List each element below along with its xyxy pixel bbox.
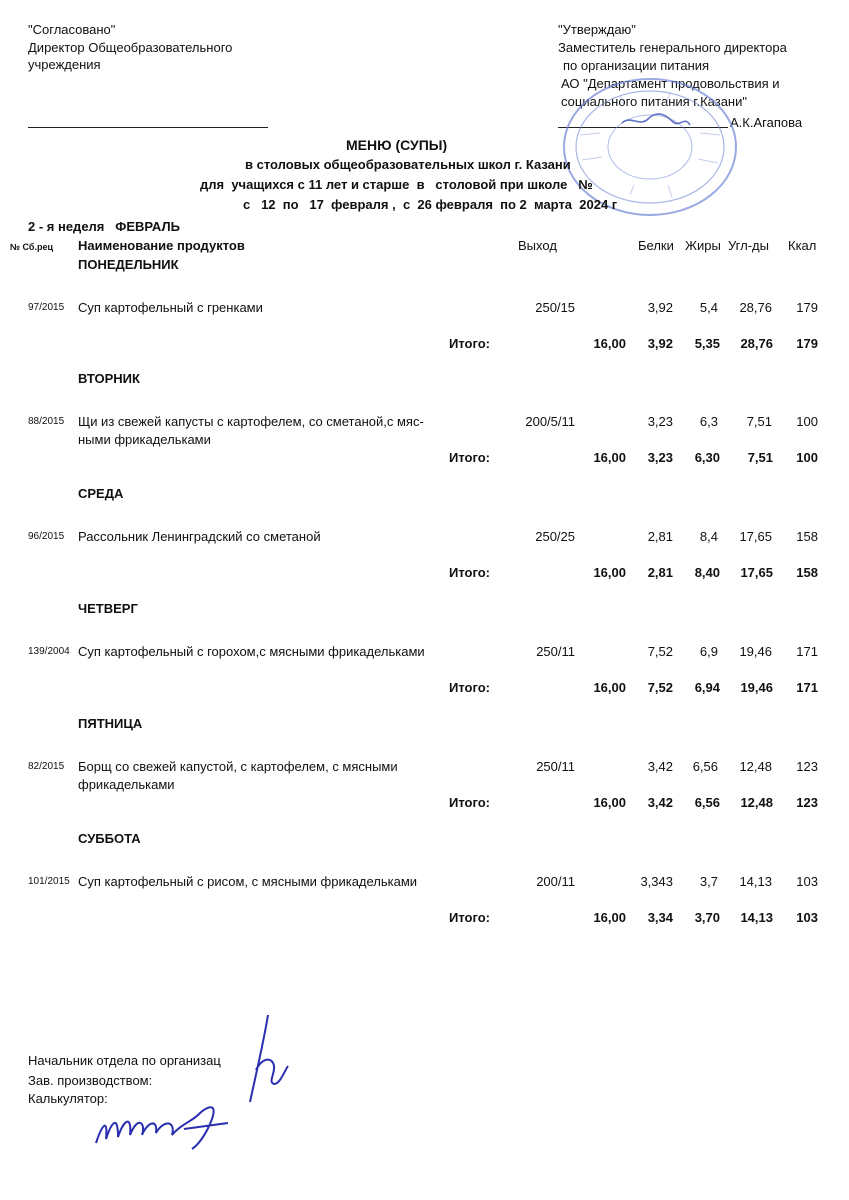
- col-fat: Жиры: [685, 238, 721, 253]
- total-carbs: 12,48: [740, 795, 773, 810]
- total-label: Итого:: [449, 680, 490, 695]
- dish-output: 250/11: [536, 759, 575, 774]
- recipe-code: 97/2015: [28, 302, 65, 313]
- day-heading: ПОНЕДЕЛЬНИК: [78, 257, 179, 272]
- dish-carbs: 12,48: [739, 759, 772, 774]
- dish-kcal: 171: [796, 644, 818, 659]
- dish-fat: 6,56: [692, 759, 718, 774]
- total-label: Итого:: [449, 910, 490, 925]
- dish-name: Борщ со свежей капустой, с картофелем, с мясными: [78, 759, 398, 774]
- dish-kcal: 103: [796, 874, 818, 889]
- approve-signer: А.К.Агапова: [730, 115, 803, 130]
- dish-kcal: 100: [796, 414, 818, 429]
- title-dates: с 12 по 17 февраля , с 26 февраля по 2 марта 2024 г: [243, 197, 618, 212]
- day-heading: СУББОТА: [78, 831, 141, 846]
- total-price: 16,00: [593, 795, 626, 810]
- dish-name: Рассольник Ленинградский со сметаной: [78, 529, 321, 544]
- recipe-code: 101/2015: [28, 876, 70, 887]
- day-heading: ЧЕТВЕРГ: [78, 601, 138, 616]
- footer-line3: Калькулятор:: [28, 1091, 108, 1106]
- dish-output: 250/15: [535, 300, 575, 315]
- total-price: 16,00: [593, 680, 626, 695]
- signature-chief: [228, 1010, 298, 1110]
- dish-output: 250/11: [536, 644, 575, 659]
- dish-protein: 2,81: [647, 529, 673, 544]
- approve-line1: Заместитель генерального директора: [558, 40, 787, 55]
- signature-calculator: [88, 1095, 238, 1155]
- total-fat: 6,94: [694, 680, 720, 695]
- dish-name: Суп картофельный с рисом, с мясными фрикадельками: [78, 874, 418, 889]
- col-output: Выход: [518, 238, 557, 253]
- approve-label: "Утверждаю": [558, 22, 636, 37]
- agreed-signature-line: [28, 127, 268, 128]
- total-fat: 6,30: [694, 450, 720, 465]
- agreed-line2: учреждения: [28, 57, 101, 72]
- dish-fat: 6,9: [699, 644, 718, 659]
- total-kcal: 158: [796, 565, 818, 580]
- col-kcal: Ккал: [788, 238, 817, 253]
- dish-fat: 3,7: [699, 874, 718, 889]
- total-protein: 3,34: [647, 910, 673, 925]
- total-protein: 3,23: [647, 450, 673, 465]
- dish-output: 200/5/11: [525, 414, 575, 429]
- total-label: Итого:: [449, 450, 490, 465]
- total-carbs: 14,13: [740, 910, 773, 925]
- dish-name: Суп картофельный с гренками: [78, 300, 263, 315]
- total-fat: 5,35: [694, 336, 720, 351]
- day-heading: СРЕДА: [78, 486, 124, 501]
- dish-kcal: 179: [796, 300, 818, 315]
- col-carbs: Угл-ды: [728, 238, 769, 253]
- day-heading: ПЯТНИЦА: [78, 716, 143, 731]
- dish-output: 250/25: [535, 529, 575, 544]
- dish-fat: 8,4: [699, 529, 718, 544]
- total-kcal: 103: [796, 910, 818, 925]
- footer-line2: Зав. производством:: [28, 1073, 153, 1088]
- total-protein: 3,92: [647, 336, 673, 351]
- dish-carbs: 14,13: [739, 874, 772, 889]
- total-fat: 8,40: [694, 565, 720, 580]
- footer-line1: Начальник отдела по организац: [28, 1053, 221, 1068]
- agreed-line1: Директор Общеобразовательного: [28, 40, 233, 55]
- dish-carbs: 7,51: [746, 414, 772, 429]
- dish-name-cont: ными фрикадельками: [78, 432, 211, 447]
- total-fat: 3,70: [694, 910, 720, 925]
- dish-name: Щи из свежей капусты с картофелем, со сметаной,с мяс-: [78, 414, 424, 429]
- dish-protein: 3,23: [647, 414, 673, 429]
- total-kcal: 123: [796, 795, 818, 810]
- dish-protein: 3,92: [647, 300, 673, 315]
- dish-carbs: 17,65: [739, 529, 772, 544]
- page-title: МЕНЮ (СУПЫ): [346, 137, 448, 153]
- total-carbs: 17,65: [740, 565, 773, 580]
- dish-protein: 3,343: [640, 874, 673, 889]
- total-price: 16,00: [593, 565, 626, 580]
- dish-output: 200/11: [536, 874, 575, 889]
- recipe-code: 139/2004: [28, 646, 70, 657]
- dish-fat: 5,4: [699, 300, 718, 315]
- total-protein: 7,52: [647, 680, 673, 695]
- dish-carbs: 19,46: [739, 644, 772, 659]
- total-carbs: 28,76: [740, 336, 773, 351]
- col-code: № Сб.рец: [10, 242, 54, 252]
- total-label: Итого:: [449, 336, 490, 351]
- total-price: 16,00: [593, 450, 626, 465]
- col-name: Наименование продуктов: [78, 238, 245, 253]
- dish-protein: 7,52: [647, 644, 673, 659]
- total-kcal: 171: [796, 680, 818, 695]
- total-price: 16,00: [593, 336, 626, 351]
- dish-kcal: 158: [796, 529, 818, 544]
- dish-kcal: 123: [796, 759, 818, 774]
- total-kcal: 100: [796, 450, 818, 465]
- total-kcal: 179: [796, 336, 818, 351]
- total-price: 16,00: [593, 910, 626, 925]
- recipe-code: 88/2015: [28, 416, 65, 427]
- dish-name: Суп картофельный с горохом,с мясными фрикадельками: [78, 644, 425, 659]
- total-carbs: 7,51: [747, 450, 773, 465]
- approve-line3: АО "Департамент продовольствия и: [561, 76, 780, 91]
- recipe-code: 82/2015: [28, 761, 65, 772]
- col-protein: Белки: [638, 238, 674, 253]
- title-line2: в столовых общеобразовательных школ г. Казани: [245, 157, 571, 172]
- total-label: Итого:: [449, 565, 490, 580]
- total-label: Итого:: [449, 795, 490, 810]
- total-protein: 2,81: [647, 565, 673, 580]
- total-protein: 3,42: [647, 795, 673, 810]
- total-carbs: 19,46: [740, 680, 773, 695]
- agreed-label: "Согласовано": [28, 22, 116, 37]
- dish-protein: 3,42: [647, 759, 673, 774]
- dish-fat: 6,3: [699, 414, 718, 429]
- title-line3: для учащихся с 11 лет и старше в столовой при школе №: [200, 177, 593, 192]
- day-heading: ВТОРНИК: [78, 371, 140, 386]
- dish-carbs: 28,76: [739, 300, 772, 315]
- recipe-code: 96/2015: [28, 531, 65, 542]
- week-label: 2 - я неделя ФЕВРАЛЬ: [28, 219, 180, 234]
- approve-line4: социального питания г.Казани": [561, 94, 747, 109]
- total-fat: 6,56: [694, 795, 720, 810]
- approve-line2: по организации питания: [563, 58, 710, 73]
- dish-name-cont: фрикадельками: [78, 777, 175, 792]
